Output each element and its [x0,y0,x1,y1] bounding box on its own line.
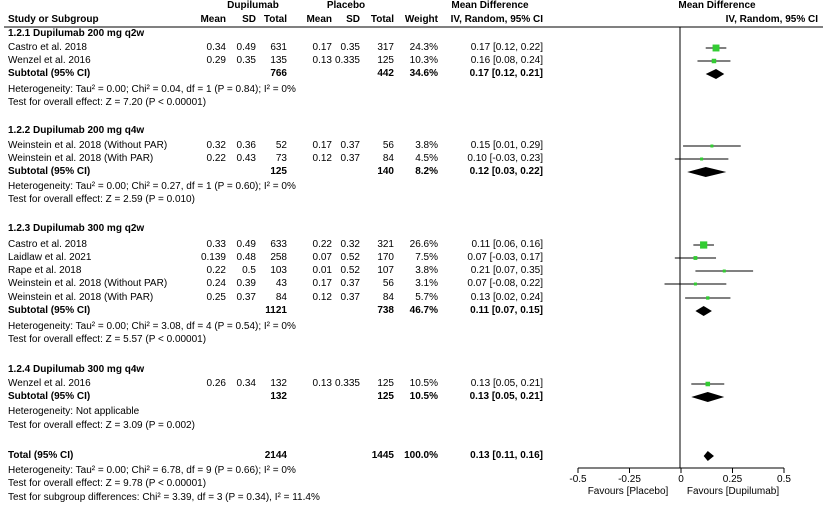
total-heterogeneity-text: Heterogeneity: Tau² = 0.00; Chi² = 6.78, df = 9 (P = 0.66); I² = 0% [8,465,296,476]
header-group-dupilumab: Dupilumab [227,0,279,11]
study-total-dupilumab: 132 [270,378,287,389]
study-mean-dupilumab: 0.26 [206,378,226,389]
study-mean-placebo: 0.17 [312,42,332,53]
header-mean-difference: Mean Difference [451,0,529,11]
study-marker [700,158,703,161]
study-sd-dupilumab: 0.35 [236,55,256,66]
study-ci: 0.15 [0.01, 0.29] [470,140,543,151]
header-method: IV, Random, 95% CI [450,14,543,25]
subtotal-ci: 0.12 [0.03, 0.22] [469,166,543,177]
header-group-placebo: Placebo [326,0,366,11]
overall-effect-text: Test for overall effect: Z = 3.09 (P = 0.002) [8,420,195,431]
total-weight: 100.0% [404,450,438,461]
study-ci: 0.16 [0.08, 0.24] [470,55,543,66]
subtotal-label: Subtotal (95% CI) [8,166,91,177]
study-total-placebo: 56 [382,140,394,151]
total-total-dupilumab: 2144 [264,450,287,461]
study-name: Weinstein et al. 2018 (Without PAR) [8,140,168,151]
study-mean-placebo: 0.13 [312,55,332,66]
study-mean-dupilumab: 0.22 [206,265,226,276]
study-sd-placebo: 0.35 [340,42,360,53]
study-mean-dupilumab: 0.29 [206,55,226,66]
subgroup-difference-text: Test for subgroup differences: Chi² = 3.39, df = 3 (P = 0.34), I² = 11.4% [8,492,320,503]
study-sd-dupilumab: 0.37 [236,292,256,303]
study-sd-placebo: 0.335 [334,378,360,389]
total-total-placebo: 1445 [371,450,394,461]
study-ci: 0.17 [0.12, 0.22] [470,42,543,53]
study-marker [712,59,716,63]
header-mean-dupilumab: Mean [200,14,226,25]
subtotal-weight: 34.6% [409,68,438,79]
subtotal-total-dupilumab: 132 [270,391,287,402]
x-tick-label: 0.5 [777,474,791,485]
study-sd-placebo: 0.52 [340,265,360,276]
header-sd-dupilumab: SD [242,14,256,25]
study-mean-dupilumab: 0.32 [206,140,226,151]
subtotal-ci: 0.11 [0.07, 0.15] [470,305,543,316]
study-ci: 0.07 [-0.03, 0.17] [467,252,543,263]
study-sd-dupilumab: 0.39 [236,278,256,289]
study-name: Rape et al. 2018 [8,265,82,276]
study-total-placebo: 107 [377,265,394,276]
study-total-dupilumab: 135 [270,55,287,66]
study-sd-dupilumab: 0.49 [236,239,256,250]
study-weight: 7.5% [415,252,438,263]
study-sd-placebo: 0.52 [340,252,360,263]
heterogeneity-text: Heterogeneity: Tau² = 0.00; Chi² = 0.04, df = 1 (P = 0.84); I² = 0% [8,84,296,95]
total-label: Total (95% CI) [8,450,74,461]
study-name: Laidlaw et al. 2021 [8,252,92,263]
study-mean-dupilumab: 0.139 [200,252,226,263]
header-study: Study or Subgroup [8,14,99,25]
study-name: Wenzel et al. 2016 [8,378,91,389]
subgroup-title: 1.2.4 Dupilumab 300 mg q4w [8,364,145,375]
study-mean-placebo: 0.01 [312,265,332,276]
x-tick-label: -0.5 [569,474,587,485]
study-total-placebo: 125 [377,55,394,66]
study-mean-dupilumab: 0.24 [206,278,226,289]
subtotal-ci: 0.17 [0.12, 0.21] [469,68,543,79]
subtotal-weight: 46.7% [409,305,438,316]
study-ci: 0.13 [0.05, 0.21] [470,378,543,389]
study-total-placebo: 56 [382,278,394,289]
study-total-placebo: 170 [377,252,394,263]
header-mean-placebo: Mean [306,14,332,25]
study-weight: 5.7% [415,292,438,303]
study-total-placebo: 321 [377,239,394,250]
study-sd-placebo: 0.37 [340,140,360,151]
study-marker [700,241,707,248]
study-total-placebo: 84 [382,292,394,303]
header-method-plot: IV, Random, 95% CI [725,14,818,25]
subtotal-diamond [687,167,726,177]
study-sd-placebo: 0.37 [340,278,360,289]
overall-effect-text: Test for overall effect: Z = 5.57 (P < 0.00001) [8,334,207,345]
overall-diamond [704,451,714,461]
header-mean-difference-plot: Mean Difference [678,0,756,11]
study-mean-placebo: 0.12 [312,153,332,164]
study-mean-placebo: 0.12 [312,292,332,303]
study-ci: 0.13 [0.02, 0.24] [470,292,543,303]
study-total-dupilumab: 73 [275,153,287,164]
heterogeneity-text: Heterogeneity: Not applicable [8,406,140,417]
study-weight: 3.8% [415,140,438,151]
header-total-dupilumab: Total [263,14,287,25]
study-marker [706,382,711,387]
header-sd-placebo: SD [346,14,360,25]
total-overall-effect-text: Test for overall effect: Z = 9.78 (P < 0.00001) [8,478,207,489]
study-total-dupilumab: 52 [275,140,287,151]
subgroup-title: 1.2.3 Dupilumab 300 mg q2w [8,223,145,234]
subtotal-label: Subtotal (95% CI) [8,68,91,79]
study-marker [713,45,720,52]
subtotal-diamond [706,69,725,79]
subtotal-weight: 10.5% [409,391,438,402]
study-total-dupilumab: 43 [275,278,287,289]
study-weight: 26.6% [409,239,438,250]
study-sd-placebo: 0.335 [334,55,360,66]
total-ci: 0.13 [0.11, 0.16] [470,450,543,461]
study-name: Castro et al. 2018 [8,42,87,53]
study-mean-placebo: 0.22 [312,239,332,250]
subtotal-weight: 8.2% [415,166,438,177]
study-weight: 3.8% [415,265,438,276]
study-ci: 0.11 [0.06, 0.16] [471,239,543,250]
study-ci: 0.10 [-0.03, 0.23] [467,153,543,164]
study-name: Castro et al. 2018 [8,239,87,250]
study-mean-dupilumab: 0.25 [206,292,226,303]
study-total-dupilumab: 103 [270,265,287,276]
x-tick-label: 0.25 [722,474,743,485]
study-total-placebo: 84 [382,153,394,164]
study-sd-dupilumab: 0.36 [236,140,256,151]
study-sd-placebo: 0.32 [340,239,360,250]
subtotal-ci: 0.13 [0.05, 0.21] [469,391,543,402]
subtotal-total-placebo: 738 [377,305,394,316]
subtotal-total-placebo: 125 [377,391,394,402]
study-total-dupilumab: 631 [270,42,287,53]
subtotal-total-dupilumab: 766 [270,68,287,79]
heterogeneity-text: Heterogeneity: Tau² = 0.00; Chi² = 0.27, df = 1 (P = 0.60); I² = 0% [8,181,296,192]
subgroup-title: 1.2.1 Dupilumab 200 mg q2w [8,28,145,39]
study-marker [706,296,709,299]
study-name: Wenzel et al. 2016 [8,55,91,66]
study-marker [710,145,713,148]
favours-placebo-label: Favours [Placebo] [587,486,669,497]
subtotal-diamond [691,392,724,402]
study-ci: 0.07 [-0.08, 0.22] [467,278,543,289]
study-total-placebo: 125 [377,378,394,389]
study-ci: 0.21 [0.07, 0.35] [470,265,543,276]
subtotal-label: Subtotal (95% CI) [8,305,91,316]
study-mean-dupilumab: 0.33 [206,239,226,250]
x-tick-label: 0 [678,474,684,485]
study-marker [694,283,697,286]
study-mean-placebo: 0.17 [312,278,332,289]
study-sd-dupilumab: 0.34 [236,378,256,389]
subtotal-diamond [695,306,711,316]
overall-effect-text: Test for overall effect: Z = 2.59 (P = 0.010) [8,194,195,205]
study-total-dupilumab: 84 [275,292,287,303]
study-sd-placebo: 0.37 [340,292,360,303]
x-tick-label: -0.25 [618,474,641,485]
study-weight: 10.5% [409,378,438,389]
study-sd-dupilumab: 0.49 [236,42,256,53]
study-weight: 3.1% [415,278,438,289]
subgroup-title: 1.2.2 Dupilumab 200 mg q4w [8,125,145,136]
header-total-placebo: Total [370,14,394,25]
study-sd-placebo: 0.37 [340,153,360,164]
study-sd-dupilumab: 0.5 [242,265,256,276]
subtotal-total-dupilumab: 125 [270,166,287,177]
subtotal-label: Subtotal (95% CI) [8,391,91,402]
subtotal-total-dupilumab: 1121 [265,305,287,316]
study-sd-dupilumab: 0.48 [236,252,256,263]
overall-effect-text: Test for overall effect: Z = 7.20 (P < 0.00001) [8,97,207,108]
subtotal-total-placebo: 140 [377,166,394,177]
study-mean-placebo: 0.17 [312,140,332,151]
study-total-dupilumab: 633 [270,239,287,250]
study-total-placebo: 317 [377,42,394,53]
study-total-dupilumab: 258 [270,252,287,263]
study-sd-dupilumab: 0.43 [236,153,256,164]
study-mean-placebo: 0.13 [312,378,332,389]
study-mean-placebo: 0.07 [312,252,332,263]
study-marker [694,256,698,260]
favours-dupilumab-label: Favours [Dupilumab] [686,486,780,497]
study-name: Weinstein et al. 2018 (Without PAR) [8,278,168,289]
study-name: Weinstein et al. 2018 (With PAR) [8,292,154,303]
heterogeneity-text: Heterogeneity: Tau² = 0.00; Chi² = 3.08, df = 4 (P = 0.54); I² = 0% [8,321,296,332]
header-weight: Weight [404,14,438,25]
study-mean-dupilumab: 0.22 [206,153,226,164]
study-name: Weinstein et al. 2018 (With PAR) [8,153,154,164]
subtotal-total-placebo: 442 [377,68,394,79]
study-weight: 10.3% [409,55,438,66]
study-mean-dupilumab: 0.34 [206,42,226,53]
study-marker [723,270,726,273]
study-weight: 4.5% [415,153,438,164]
study-weight: 24.3% [409,42,438,53]
